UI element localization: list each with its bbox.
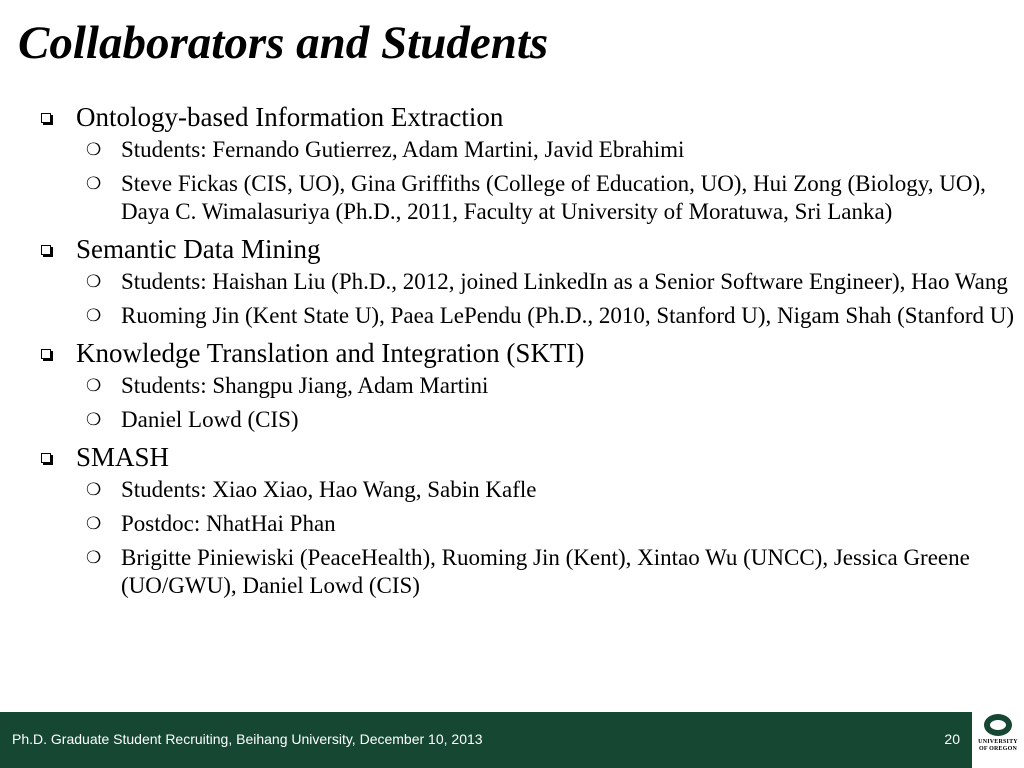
slide-content bbox=[40, 100, 1015, 606]
slide-title: Collaborators and Students bbox=[18, 17, 549, 69]
section-heading-text: Semantic Data Mining bbox=[76, 234, 321, 264]
subitem bbox=[40, 136, 1015, 164]
square-bullet-icon bbox=[41, 245, 51, 255]
section-heading-text: SMASH bbox=[76, 442, 170, 472]
circle-bullet-icon: ❍ bbox=[86, 410, 102, 430]
subitem-text: Brigitte Piniewiski (PeaceHealth), Ruoming Jin (Kent), Xintao Wu (UNCC), Jessica Greene (UO/GWU), Daniel Lowd (CIS) bbox=[121, 545, 970, 598]
subitem-text: Students: Haishan Liu (Ph.D., 2012, joined LinkedIn as a Senior Software Engineer), Hao Wang bbox=[121, 269, 1008, 294]
subitem-list bbox=[40, 268, 1015, 330]
university-of-oregon-logo bbox=[972, 712, 1024, 768]
subitem-text: Daniel Lowd (CIS) bbox=[121, 407, 299, 432]
footer-text: Ph.D. Graduate Student Recruiting, Beihang University, December 10, 2013 bbox=[12, 731, 483, 747]
subitem bbox=[40, 510, 1015, 538]
circle-bullet-icon: ❍ bbox=[86, 514, 102, 534]
subitem bbox=[40, 302, 1015, 330]
section-heading bbox=[40, 440, 1015, 474]
section bbox=[40, 100, 1015, 226]
logo-line1: UNIVERSITY bbox=[978, 739, 1018, 745]
subitem-text: Students: Fernando Gutierrez, Adam Martini, Javid Ebrahimi bbox=[121, 137, 685, 162]
subitem-text: Steve Fickas (CIS, UO), Gina Griffiths (College of Education, UO), Hui Zong (Biology, UO), Daya C. Wimalasuriya (Ph.D., 2011, Faculty at University of Moratuwa, Sri Lanka) bbox=[121, 171, 986, 224]
section-heading bbox=[40, 336, 1015, 370]
section-heading-text: Knowledge Translation and Integration (SKTI) bbox=[76, 338, 585, 368]
circle-bullet-icon: ❍ bbox=[86, 480, 102, 500]
circle-bullet-icon: ❍ bbox=[86, 548, 102, 568]
subitem-text: Students: Shangpu Jiang, Adam Martini bbox=[121, 373, 489, 398]
subitem bbox=[40, 476, 1015, 504]
square-bullet-icon bbox=[41, 113, 51, 123]
subitem bbox=[40, 406, 1015, 434]
logo-line2: OF OREGON bbox=[978, 746, 1018, 752]
section-heading-text: Ontology-based Information Extraction bbox=[76, 102, 504, 132]
square-bullet-icon bbox=[41, 349, 51, 359]
section bbox=[40, 232, 1015, 330]
circle-bullet-icon: ❍ bbox=[86, 272, 102, 292]
subitem-list bbox=[40, 476, 1015, 600]
subitem bbox=[40, 544, 1015, 600]
footer-bar bbox=[0, 712, 1024, 768]
section-heading bbox=[40, 100, 1015, 134]
section-heading bbox=[40, 232, 1015, 266]
circle-bullet-icon: ❍ bbox=[86, 306, 102, 326]
subitem-text: Postdoc: NhatHai Phan bbox=[121, 511, 336, 536]
square-bullet-icon bbox=[41, 453, 51, 463]
subitem-list bbox=[40, 372, 1015, 434]
subitem bbox=[40, 170, 1015, 226]
subitem-text: Students: Xiao Xiao, Hao Wang, Sabin Kafle bbox=[121, 477, 537, 502]
circle-bullet-icon: ❍ bbox=[86, 376, 102, 396]
logo-text bbox=[972, 739, 1024, 753]
section bbox=[40, 336, 1015, 434]
subitem-text: Ruoming Jin (Kent State U), Paea LePendu (Ph.D., 2010, Stanford U), Nigam Shah (Stanford U) bbox=[121, 303, 1015, 328]
oregon-o-icon bbox=[984, 714, 1012, 736]
section bbox=[40, 440, 1015, 600]
subitem bbox=[40, 372, 1015, 400]
page-number: 20 bbox=[944, 731, 960, 747]
circle-bullet-icon: ❍ bbox=[86, 174, 102, 194]
subitem-list bbox=[40, 136, 1015, 226]
subitem bbox=[40, 268, 1015, 296]
circle-bullet-icon: ❍ bbox=[86, 140, 102, 160]
